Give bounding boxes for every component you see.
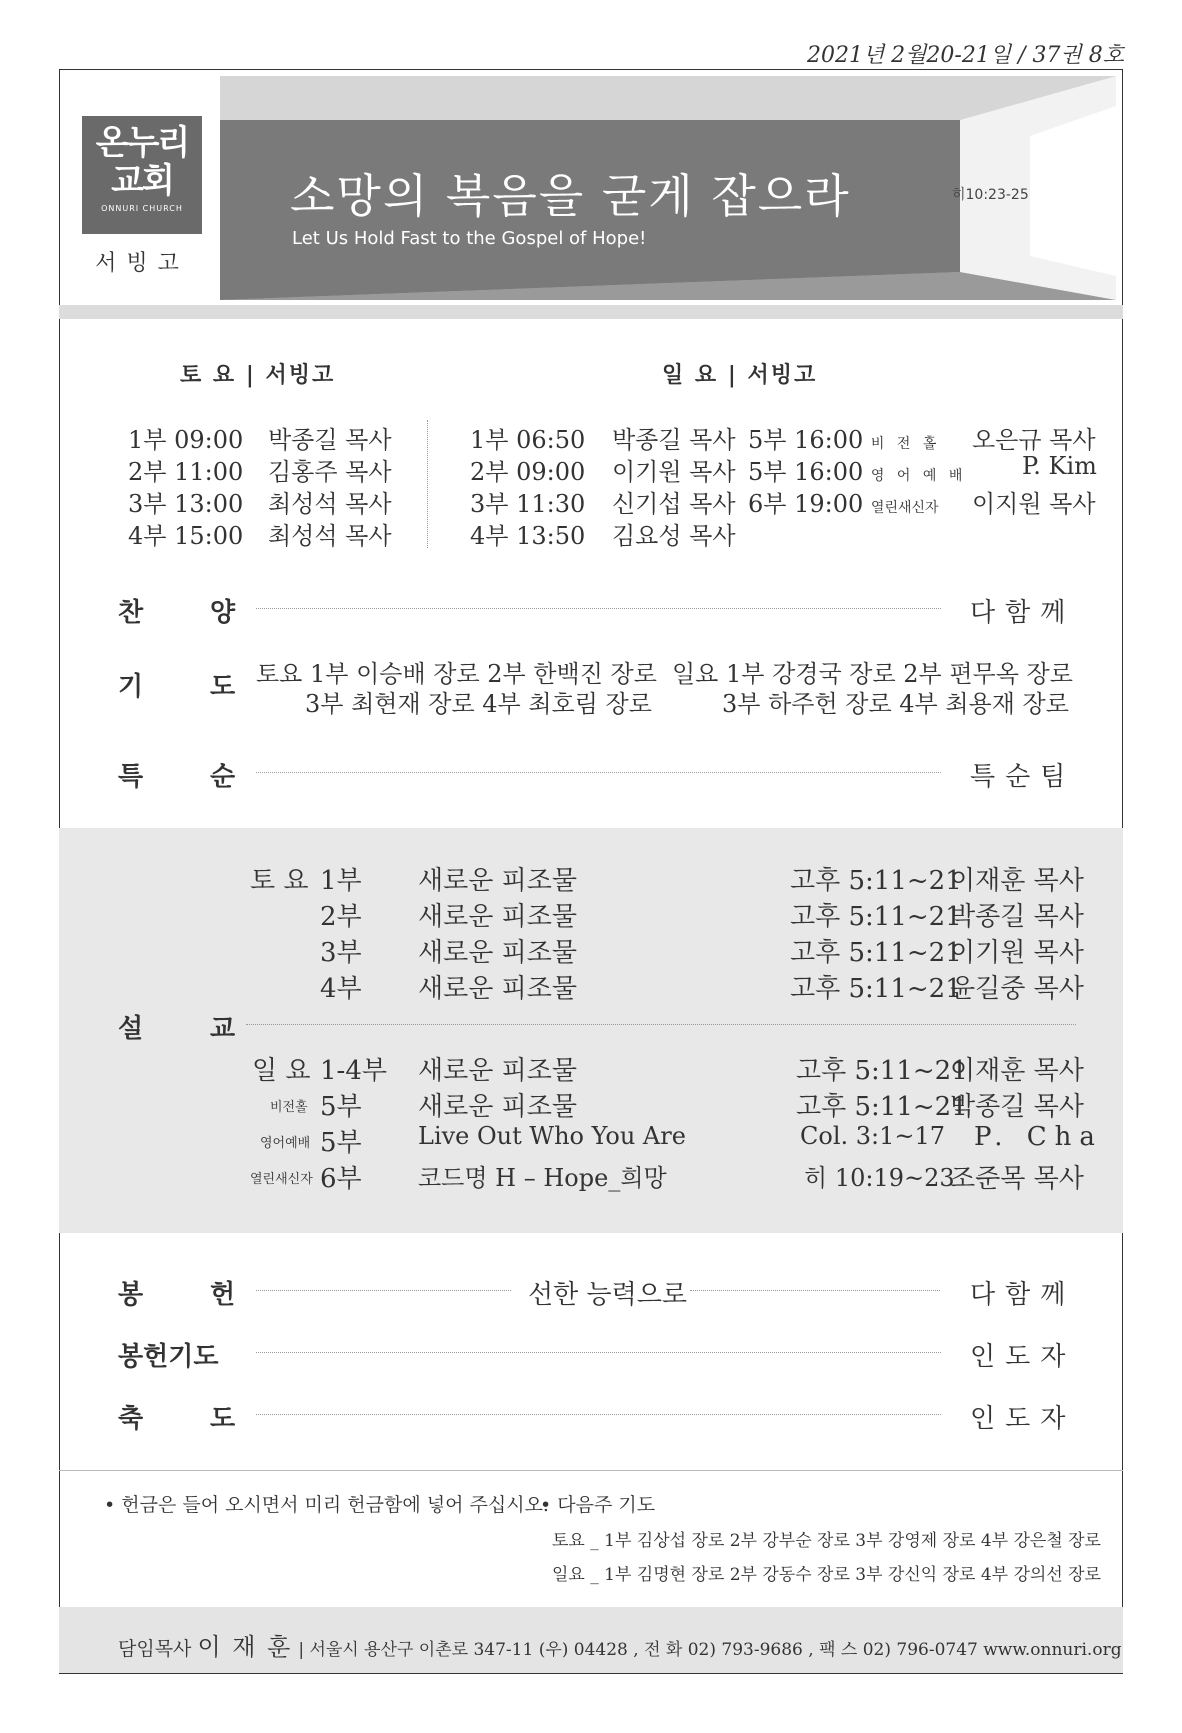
pastor-name: P. Kim [1022,452,1097,480]
sermon-divider [246,1024,1076,1025]
sermon-ref: 히 10:19~23 [804,1164,955,1192]
leader-dots [256,772,941,773]
offering-leader: 다함께 [970,1280,1076,1310]
sermon-note: 영어예배 [260,1136,311,1151]
sermon-pastor: 이기원 목사 [950,938,1084,968]
offering-label: 봉 헌 [118,1280,236,1310]
sermon-svc: 1부 [320,866,362,896]
sermon-title: 새로운 피조물 [418,938,577,968]
banner-subtitle: Let Us Hold Fast to the Gospel of Hope! [292,228,647,249]
campus-name: 서빙고 [95,251,189,276]
sermon-sat-day: 토 요 [250,866,309,896]
sermon-ref: 고후 5:11~21 [790,938,962,968]
pastor-name: 김요성 목사 [612,522,736,550]
prayer-label: 기 도 [118,672,236,702]
sermon-label: 설 교 [118,1014,236,1044]
sermon-svc: 3부 [320,938,362,968]
sermon-svc: 5부 [320,1128,362,1158]
sermon-pastor: P. Cha [974,1122,1103,1152]
list-item: 4부 13:50 [470,522,586,550]
pastor-name: 김홍주 목사 [268,458,392,486]
sermon-svc: 4부 [320,974,362,1004]
pastor-name: 신기섭 목사 [612,490,736,518]
leader-dots [256,1352,941,1353]
sermon-pastor: 박종길 목사 [950,1092,1084,1122]
list-item: 1부 06:50 [470,426,586,454]
sermon-svc: 2부 [320,902,362,932]
sermon-title: 코드명 H – Hope_희망 [418,1164,667,1192]
sermon-title: Live Out Who You Are [418,1122,686,1150]
offering-hymn: 선한 능력으로 [528,1280,687,1310]
list-item: 4부 15:00 [128,522,244,550]
sermon-title: 새로운 피조물 [418,974,577,1004]
divider-band [59,305,1123,319]
special-leader: 특순팀 [970,762,1076,792]
next-prayer-sun: 일요 _ 1부 김명현 장로 2부 강동수 장로 3부 강신익 장로 4부 강의선 장로 [552,1565,1101,1585]
prayer-sun-1: 일요 1부 강경국 장로 2부 편무옥 장로 [672,660,1073,688]
issue-date: 2021년 2월20-21일 / 37권 8호 [806,43,1124,68]
sermon-pastor: 박종길 목사 [950,902,1084,932]
pastor-name: 이기원 목사 [612,458,736,486]
sermon-title: 새로운 피조물 [418,902,577,932]
logo-english: ONNURI CHURCH [101,204,183,213]
benediction-label: 축 도 [118,1404,236,1434]
offering-prayer-leader: 인도자 [970,1342,1076,1372]
sat-header: 토 요 | 서빙고 [180,362,336,388]
banner-reference: 히10:23-25 [952,187,1029,203]
prayer-sun-2: 3부 하주헌 장로 4부 최용재 장로 [722,690,1069,718]
schedule-divider [427,420,428,548]
sermon-pastor: 조준목 목사 [950,1164,1084,1194]
list-item: 5부 16:00 비 전 홀 [748,426,941,454]
sermon-ref: 고후 5:11~21 [796,1056,968,1086]
list-item: 6부 19:00 열린새신자 [748,490,939,518]
pastor-name: 최성석 목사 [268,490,392,518]
offering-note: • 헌금은 들어 오시면서 미리 헌금함에 넣어 주십시오. [104,1494,549,1516]
sun-header: 일 요 | 서빙고 [662,362,818,388]
next-prayer-title: • 다음주 기도 [540,1494,656,1516]
list-item: 3부 11:30 [470,490,586,518]
notes-divider [59,1470,1123,1471]
logo-korean: 온누리 교회 [95,123,189,201]
list-item: 1부 09:00 [128,426,244,454]
special-label: 특 순 [118,762,236,792]
benediction-leader: 인도자 [970,1404,1076,1434]
leader-dots [256,1414,941,1415]
sermon-ref: 고후 5:11~21 [796,1092,968,1122]
pastor-name: 이지원 목사 [972,490,1096,518]
praise-leader: 다함께 [970,598,1076,628]
pastor-name: 박종길 목사 [268,426,392,454]
prayer-sat-2: 3부 최현재 장로 4부 최호림 장로 [305,690,652,718]
sermon-note: 열린새신자 [250,1172,313,1187]
list-item: 2부 09:00 [470,458,586,486]
list-item: 2부 11:00 [128,458,244,486]
sermon-svc: 6부 [320,1164,362,1194]
sermon-title: 새로운 피조물 [418,1056,577,1086]
leader-dots [690,1290,940,1291]
sermon-pastor: 윤길중 목사 [950,974,1084,1004]
sermon-sun-day: 일 요 [252,1056,311,1086]
next-prayer-sat: 토요 _ 1부 김상섭 장로 2부 강부순 장로 3부 강영제 장로 4부 강은철 장로 [552,1531,1101,1551]
church-logo [82,116,202,234]
sermon-ref: 고후 5:11~21 [790,902,962,932]
leader-dots [256,1290,511,1291]
sermon-svc: 5부 [320,1092,362,1122]
pastor-name: 박종길 목사 [612,426,736,454]
sermon-ref: 고후 5:11~21 [790,866,962,896]
list-item: 5부 16:00 영 어 예 배 [748,458,967,486]
offering-prayer-label: 봉헌기도 [118,1342,219,1372]
sermon-pastor: 이재훈 목사 [950,866,1084,896]
prayer-sat-1: 토요 1부 이승배 장로 2부 한백진 장로 [256,660,657,688]
footer-info: 담임목사 이 재 훈 | 서울시 용산구 이촌로 347-11 (우) 04428 , 전 화 02) 793-9686 , 팩 스 02) 796-0747 www.onnuri.org [118,1633,1122,1661]
list-item: 3부 13:00 [128,490,244,518]
pastor-name: 오은규 목사 [972,426,1096,454]
sermon-title: 새로운 피조물 [418,866,577,896]
leader-dots [256,608,941,609]
praise-label: 찬 양 [118,598,236,628]
sermon-pastor: 이재훈 목사 [950,1056,1084,1086]
sermon-note: 비전홀 [270,1100,308,1115]
banner-title: 소망의 복음을 굳게 잡으라 [290,169,851,223]
pastor-name: 최성석 목사 [268,522,392,550]
sermon-ref: 고후 5:11~21 [790,974,962,1004]
sermon-ref: Col. 3:1~17 [800,1122,946,1150]
sermon-svc: 1-4부 [320,1056,387,1086]
sermon-title: 새로운 피조물 [418,1092,577,1122]
